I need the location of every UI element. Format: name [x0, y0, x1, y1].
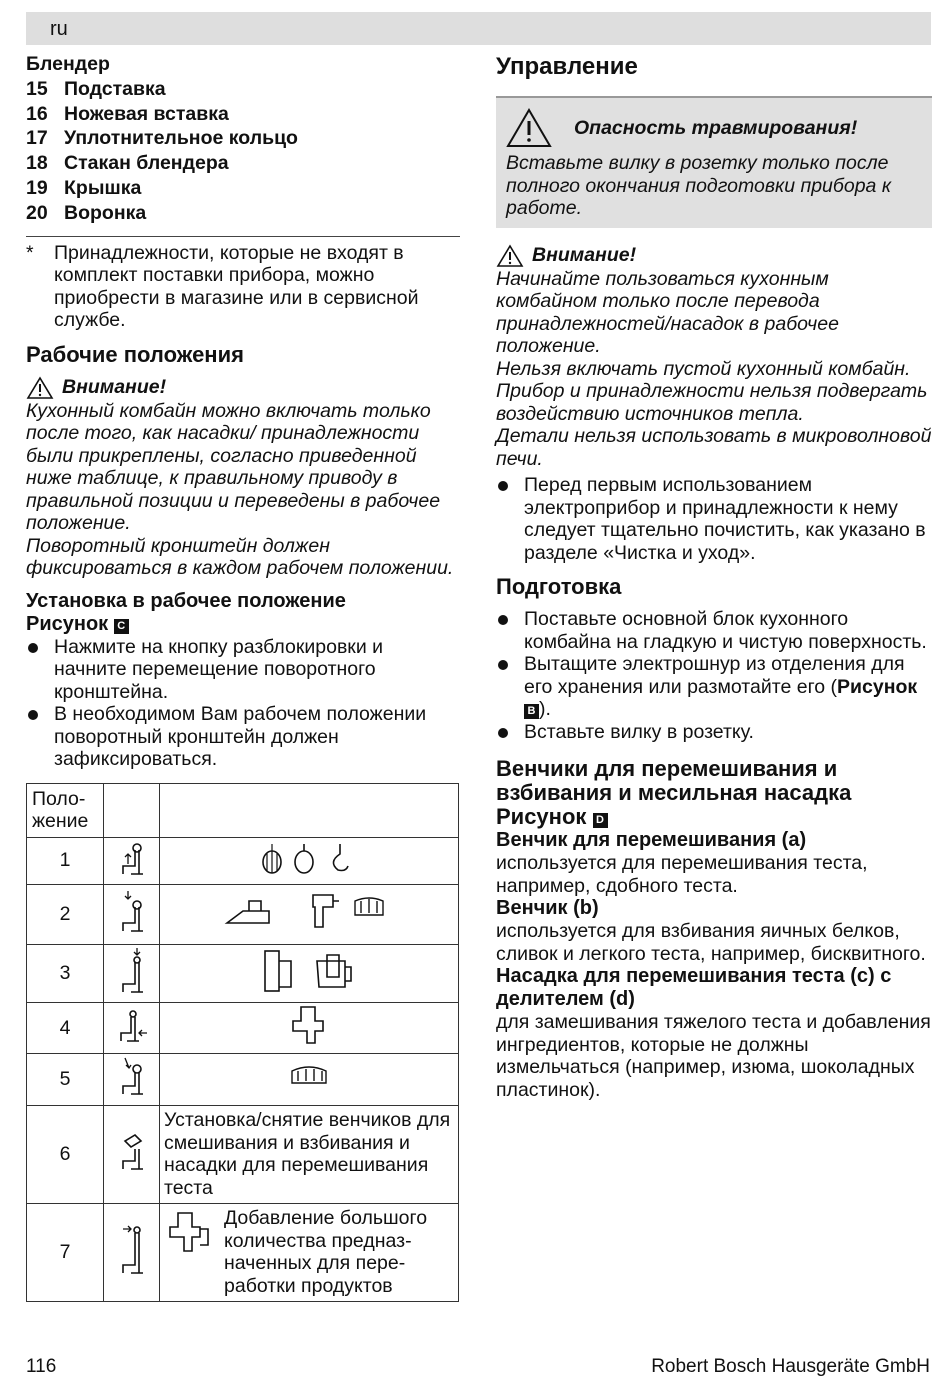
warning-icon	[496, 244, 524, 268]
arm-position-6-icon	[117, 1131, 147, 1171]
list-item: Вставьте вилку в розетку.	[496, 721, 932, 744]
table-row	[27, 783, 459, 837]
install-title: Установка в рабочее положение	[26, 589, 346, 612]
item-text: для замешивания тяжелого теста и добавления ингредиентов, которые не должны измельчаться (например, изюма, шоколадных пластинок).	[496, 1011, 931, 1101]
section-title-operation: Управление	[496, 53, 638, 80]
footnote	[26, 242, 460, 332]
language-bar	[26, 12, 931, 45]
language-code: ru	[50, 18, 68, 40]
list-item: 20 Воронка	[26, 201, 147, 224]
figure-badge: D	[593, 813, 608, 828]
arm-position-4-icon	[115, 1007, 149, 1043]
list-item: Перед первым использованием электроприбор и принадлежности к нему следует тщательно почистить, как указано в разделе «Чистка и уход».	[496, 474, 932, 564]
section-title-positions: Рабочие положения	[26, 341, 244, 367]
item-text: используется для перемешивания теста, например, сдобного теста.	[496, 852, 868, 897]
table-cell-text: Добавление большого количества предназначенных для переработки продуктов	[224, 1207, 428, 1297]
arm-position-3-icon	[117, 948, 147, 994]
left-column	[26, 52, 460, 1302]
table-row: 1	[27, 837, 459, 884]
parts-list	[26, 52, 460, 226]
positions-table	[26, 783, 459, 1302]
attention-text: Нельзя включать пустой кухонный комбайн.	[496, 357, 911, 380]
list-item: 16 Ножевая вставка	[26, 102, 229, 125]
table-row: 6 Установка/снятие венчиков для смешивания и взбивания и насадки для перемешивания теста	[27, 1105, 459, 1203]
table-cell-text: Установка/снятие венчиков для смешивания и взбивания и насадки для перемешивания теста	[160, 1105, 459, 1203]
item-text: используется для взбивания яичных белков, сливок и легкого теста, например, бисквитного.	[496, 920, 926, 965]
danger-text: Вставьте вилку в розетку только после полного окончания подготовки прибора к работе.	[506, 152, 892, 219]
list-item: В необходимом Вам рабочем положении поворотный кронштейн должен зафиксироваться.	[26, 703, 460, 771]
meat-mincer-tools-icon	[219, 887, 399, 935]
item-title: Насадка для перемешивания теста (c) с делителем (d)	[496, 965, 892, 1010]
figure-badge: C	[114, 619, 129, 634]
table-row: 4	[27, 1003, 459, 1054]
attention-text: Детали нельзя использовать в микроволновой печи.	[496, 425, 932, 470]
table-header-position: Положение	[27, 783, 104, 837]
list-item: Вытащите электрошнур из отделения для его хранения или размотайте его (Рисунок B ).	[496, 653, 932, 721]
section-title-whisks: Венчики для перемешивания и взбивания и месильная насадка Рисунок D	[496, 756, 852, 829]
list-item: 19 Крышка	[26, 176, 142, 199]
list-item: 17 Уплотнительное кольцо	[26, 127, 298, 150]
warning-icon	[506, 108, 552, 148]
section-title-preparation: Подготовка	[496, 574, 622, 599]
item-title: Венчик (b)	[496, 897, 599, 919]
list-item: 18 Стакан блендера	[26, 152, 229, 175]
footer-company: Robert Bosch Hausgeräte GmbH	[651, 1356, 930, 1377]
list-item: Поставьте основной блок кухонного комбайна на гладкую и чистую поверхность.	[496, 608, 932, 653]
mincer-filling-icon	[164, 1207, 224, 1257]
arm-position-2-icon	[117, 889, 147, 933]
item-title: Венчик для перемешивания (a)	[496, 829, 807, 851]
warning-text: Кухонный комбайн можно включать только после того, как насадки/ принадлежности были прикреплены, согласно приведенной ниже таблице, к правильному приводу в правильной позиции и переведены в рабочее положение.	[26, 399, 441, 535]
danger-box	[496, 96, 932, 228]
table-row: 7 Добавление большого количества предназначенных для переработки продуктов	[27, 1203, 459, 1301]
table-row: 2	[27, 884, 459, 944]
table-row: 3	[27, 944, 459, 1003]
arm-position-5-icon	[117, 1056, 147, 1096]
whisk-tools-icon	[254, 840, 364, 876]
footnote-mark: *	[26, 241, 34, 264]
list-item: 15 Подставка	[26, 77, 166, 100]
arm-position-7-icon	[117, 1223, 147, 1275]
juicer-attachment-icon	[284, 1061, 334, 1091]
right-column	[496, 52, 932, 1101]
table-row: 5	[27, 1053, 459, 1105]
bowl-tools-icon	[249, 947, 369, 995]
divider	[26, 236, 460, 237]
attention-text: Начинайте пользоваться кухонным комбайном только после перевода принадлежностей/насадок в рабочее положение.	[496, 267, 839, 357]
attention-title: Внимание!	[496, 244, 932, 268]
warning-icon	[26, 376, 54, 400]
attention-text: Прибор и принадлежности нельзя подвергать воздействию источников тепла.	[496, 380, 928, 425]
footnote-text: Принадлежности, которые не входят в комплект поставки прибора, можно приобрести в магазине или в сервисной службе.	[54, 241, 419, 332]
page-number: 116	[26, 1356, 57, 1377]
warning-title: Внимание!	[26, 376, 460, 400]
list-item: Нажмите на кнопку разблокировки и начните перемещение поворотного кронштейна.	[26, 636, 460, 704]
install-figure-ref: Рисунок C	[26, 613, 460, 636]
arm-position-1-icon	[117, 840, 147, 876]
figure-badge: B	[524, 704, 539, 719]
parts-heading: Блендер	[26, 53, 110, 75]
danger-title: Опасность травмирования!	[506, 108, 922, 148]
mincer-attachment-icon	[279, 1005, 339, 1045]
warning-text-2: Поворотный кронштейн должен фиксироваться в каждом рабочем положении.	[26, 534, 454, 580]
